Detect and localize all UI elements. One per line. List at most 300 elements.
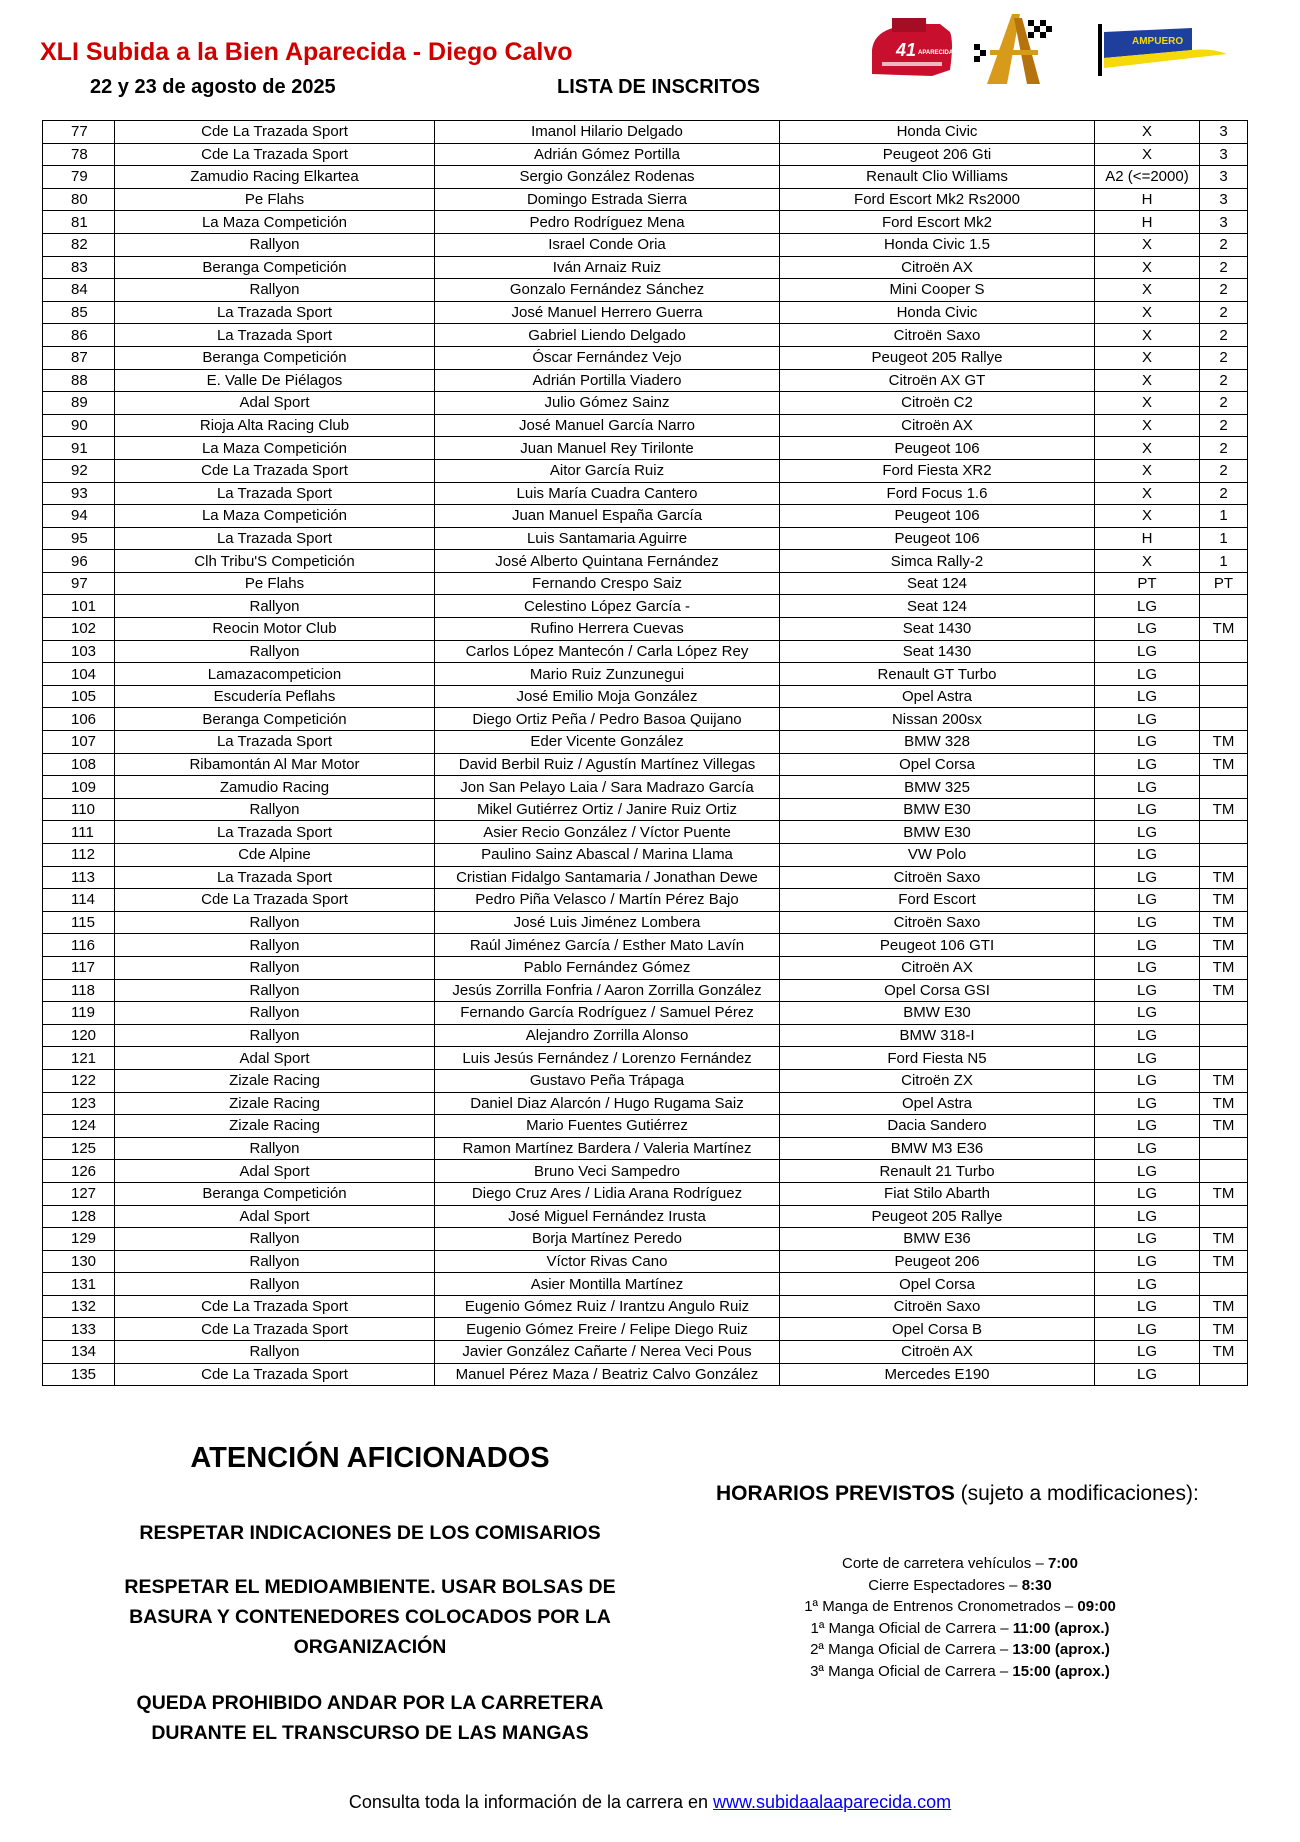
entry-class: 1 <box>1200 550 1248 573</box>
entry-category: LG <box>1095 911 1200 934</box>
entry-club: Rallyon <box>115 979 435 1002</box>
table-row <box>43 753 1248 776</box>
table-row <box>43 1341 1248 1364</box>
entry-category: LG <box>1095 1363 1200 1386</box>
entry-number: 130 <box>43 1250 115 1273</box>
entry-driver: Imanol Hilario Delgado <box>435 121 780 144</box>
entry-driver: Borja Martínez Peredo <box>435 1228 780 1251</box>
table-row <box>43 776 1248 799</box>
entry-car: Peugeot 106 GTI <box>780 934 1095 957</box>
entry-car: Peugeot 106 <box>780 527 1095 550</box>
entry-category: LG <box>1095 776 1200 799</box>
entry-car: BMW E30 <box>780 821 1095 844</box>
entry-class: TM <box>1200 1115 1248 1138</box>
entry-club: La Maza Competición <box>115 505 435 528</box>
table-row <box>43 505 1248 528</box>
table-row <box>43 821 1248 844</box>
entry-class: 2 <box>1200 482 1248 505</box>
entry-number: 95 <box>43 527 115 550</box>
schedule-list <box>735 1553 1185 1682</box>
entry-category: X <box>1095 301 1200 324</box>
entry-class: TM <box>1200 911 1248 934</box>
entry-class: TM <box>1200 731 1248 754</box>
entry-car: Citroën AX GT <box>780 369 1095 392</box>
schedule-item <box>735 1661 1185 1683</box>
entry-car: Citroën C2 <box>780 392 1095 415</box>
entry-driver: Víctor Rivas Cano <box>435 1250 780 1273</box>
entry-club: Rallyon <box>115 279 435 302</box>
entry-class: 2 <box>1200 414 1248 437</box>
schedule-subtitle: (sujeto a modificaciones): <box>960 1482 1199 1505</box>
entry-car: Citroën AX <box>780 256 1095 279</box>
entry-number: 132 <box>43 1295 115 1318</box>
attention-line: ORGANIZACIÓN <box>293 1636 447 1658</box>
table-row <box>43 618 1248 641</box>
table-row <box>43 143 1248 166</box>
entry-driver: Iván Arnaiz Ruiz <box>435 256 780 279</box>
entry-club: Zamudio Racing Elkartea <box>115 166 435 189</box>
entry-club: Cde La Trazada Sport <box>115 889 435 912</box>
entry-club: Rallyon <box>115 956 435 979</box>
table-row <box>43 979 1248 1002</box>
entry-class: TM <box>1200 866 1248 889</box>
sponsor-logos <box>862 10 1282 90</box>
entry-car: Peugeot 206 <box>780 1250 1095 1273</box>
entry-car: Honda Civic 1.5 <box>780 233 1095 256</box>
entry-club: Rallyon <box>115 1273 435 1296</box>
entry-car: Opel Corsa B <box>780 1318 1095 1341</box>
schedule-item-label: 3ª Manga Oficial de Carrera – <box>810 1662 1013 1680</box>
attention-notice-environment <box>100 1572 640 1662</box>
entry-car: Ford Escort Mk2 <box>780 211 1095 234</box>
table-row <box>43 640 1248 663</box>
entry-driver: Pablo Fernández Gómez <box>435 956 780 979</box>
entry-number: 116 <box>43 934 115 957</box>
entry-class: 3 <box>1200 166 1248 189</box>
entry-club: Lamazacompeticion <box>115 663 435 686</box>
table-row <box>43 798 1248 821</box>
entry-category: LG <box>1095 753 1200 776</box>
entry-class <box>1200 1363 1248 1386</box>
entry-car: Citroën Saxo <box>780 324 1095 347</box>
entry-club: Cde Alpine <box>115 844 435 867</box>
schedule-item-label: Corte de carretera vehículos – <box>842 1555 1048 1572</box>
entry-category: LG <box>1095 1273 1200 1296</box>
table-row <box>43 301 1248 324</box>
entry-driver: Rufino Herrera Cuevas <box>435 618 780 641</box>
entry-car: BMW M3 E36 <box>780 1137 1095 1160</box>
entry-class: TM <box>1200 753 1248 776</box>
entry-driver: Asier Montilla Martínez <box>435 1273 780 1296</box>
entry-club: Beranga Competición <box>115 256 435 279</box>
entry-category: LG <box>1095 640 1200 663</box>
entry-number: 84 <box>43 279 115 302</box>
entry-driver: Alejandro Zorrilla Alonso <box>435 1024 780 1047</box>
schedule-item-time: 8:30 <box>1021 1576 1052 1594</box>
entry-category: LG <box>1095 1341 1200 1364</box>
attention-notice-commissioners: RESPETAR INDICACIONES DE LOS COMISARIOS <box>139 1522 601 1544</box>
entry-category: LG <box>1095 1137 1200 1160</box>
entry-number: 106 <box>43 708 115 731</box>
entry-driver: Jesús Zorrilla Fonfria / Aaron Zorrilla González <box>435 979 780 1002</box>
entry-category: LG <box>1095 1024 1200 1047</box>
entry-car: BMW 325 <box>780 776 1095 799</box>
entry-club: Reocin Motor Club <box>115 618 435 641</box>
entry-driver: Mario Fuentes Gutiérrez <box>435 1115 780 1138</box>
entry-category: LG <box>1095 1069 1200 1092</box>
entry-category: H <box>1095 188 1200 211</box>
entry-driver: José Miguel Fernández Irusta <box>435 1205 780 1228</box>
entry-driver: Ramon Martínez Bardera / Valeria Martínez <box>435 1137 780 1160</box>
entry-car: Peugeot 206 Gti <box>780 143 1095 166</box>
table-row <box>43 324 1248 347</box>
entry-class: 2 <box>1200 324 1248 347</box>
entry-car: Peugeot 106 <box>780 437 1095 460</box>
entry-number: 128 <box>43 1205 115 1228</box>
table-row <box>43 1092 1248 1115</box>
entry-category: X <box>1095 233 1200 256</box>
entry-driver: Luis María Cuadra Cantero <box>435 482 780 505</box>
entry-number: 79 <box>43 166 115 189</box>
entry-number: 131 <box>43 1273 115 1296</box>
entry-club: Beranga Competición <box>115 1182 435 1205</box>
entry-car: Fiat Stilo Abarth <box>780 1182 1095 1205</box>
entry-club: Zizale Racing <box>115 1115 435 1138</box>
entry-club: Rallyon <box>115 911 435 934</box>
entry-number: 113 <box>43 866 115 889</box>
entry-driver: Luis Jesús Fernández / Lorenzo Fernández <box>435 1047 780 1070</box>
entry-category: X <box>1095 279 1200 302</box>
entry-car: Citroën ZX <box>780 1069 1095 1092</box>
entry-number: 124 <box>43 1115 115 1138</box>
entry-class: 2 <box>1200 346 1248 369</box>
entry-driver: Sergio González Rodenas <box>435 166 780 189</box>
attention-line: QUEDA PROHIBIDO ANDAR POR LA CARRETERA <box>136 1692 604 1714</box>
entry-club: Rallyon <box>115 1228 435 1251</box>
entry-class <box>1200 595 1248 618</box>
entry-category: X <box>1095 324 1200 347</box>
entry-class: 2 <box>1200 459 1248 482</box>
entry-category: LG <box>1095 685 1200 708</box>
table-row <box>43 731 1248 754</box>
entry-car: Citroën AX <box>780 1341 1095 1364</box>
entry-club: Cde La Trazada Sport <box>115 121 435 144</box>
entry-club: Cde La Trazada Sport <box>115 1363 435 1386</box>
footer <box>0 1792 1300 1813</box>
entry-category: LG <box>1095 1205 1200 1228</box>
entry-club: La Trazada Sport <box>115 821 435 844</box>
table-row <box>43 844 1248 867</box>
entry-driver: Daniel Diaz Alarcón / Hugo Rugama Saiz <box>435 1092 780 1115</box>
entry-driver: Gustavo Peña Trápaga <box>435 1069 780 1092</box>
entry-number: 91 <box>43 437 115 460</box>
table-row <box>43 1024 1248 1047</box>
entry-category: X <box>1095 414 1200 437</box>
entry-class <box>1200 640 1248 663</box>
table-row <box>43 459 1248 482</box>
entry-number: 121 <box>43 1047 115 1070</box>
entry-club: Rioja Alta Racing Club <box>115 414 435 437</box>
entry-driver: Juan Manuel España García <box>435 505 780 528</box>
entry-driver: Pedro Rodríguez Mena <box>435 211 780 234</box>
entry-car: BMW 318-I <box>780 1024 1095 1047</box>
table-row <box>43 211 1248 234</box>
table-row <box>43 1182 1248 1205</box>
entry-class: 2 <box>1200 392 1248 415</box>
schedule-item <box>735 1575 1185 1597</box>
entry-car: Seat 1430 <box>780 640 1095 663</box>
entry-club: Pe Flahs <box>115 188 435 211</box>
entry-driver: Diego Ortiz Peña / Pedro Basoa Quijano <box>435 708 780 731</box>
entry-number: 92 <box>43 459 115 482</box>
entry-car: Dacia Sandero <box>780 1115 1095 1138</box>
entry-driver: Adrián Gómez Portilla <box>435 143 780 166</box>
schedule-item <box>735 1618 1185 1640</box>
entry-class: TM <box>1200 1069 1248 1092</box>
entry-category: X <box>1095 505 1200 528</box>
entry-class: 2 <box>1200 369 1248 392</box>
entry-class <box>1200 708 1248 731</box>
entry-car: Peugeot 205 Rallye <box>780 1205 1095 1228</box>
attention-notice-road <box>100 1688 640 1748</box>
schedule-item-label: Cierre Espectadores – <box>868 1576 1022 1594</box>
website-link[interactable]: www.subidaalaaparecida.com <box>713 1792 952 1812</box>
entry-car: BMW E30 <box>780 798 1095 821</box>
entry-number: 127 <box>43 1182 115 1205</box>
entry-club: Rallyon <box>115 1341 435 1364</box>
entry-car: Honda Civic <box>780 121 1095 144</box>
table-row <box>43 1273 1248 1296</box>
entry-club: La Trazada Sport <box>115 482 435 505</box>
event-dates: 22 y 23 de agosto de 2025 <box>90 76 336 98</box>
entry-number: 125 <box>43 1137 115 1160</box>
entry-driver: Jon San Pelayo Laia / Sara Madrazo García <box>435 776 780 799</box>
table-row <box>43 1228 1248 1251</box>
table-row <box>43 866 1248 889</box>
entry-category: LG <box>1095 1047 1200 1070</box>
entry-category: X <box>1095 437 1200 460</box>
entry-driver: Mikel Gutiérrez Ortiz / Janire Ruiz Ortiz <box>435 798 780 821</box>
entry-class: 3 <box>1200 143 1248 166</box>
ampuero-logo <box>1098 24 1227 76</box>
entries-table <box>42 120 1248 1386</box>
entry-number: 109 <box>43 776 115 799</box>
entry-club: E. Valle De Piélagos <box>115 369 435 392</box>
table-row <box>43 256 1248 279</box>
entry-car: Renault GT Turbo <box>780 663 1095 686</box>
table-row <box>43 121 1248 144</box>
schedule-item-label: 2ª Manga Oficial de Carrera – <box>810 1641 1013 1658</box>
table-row <box>43 437 1248 460</box>
entry-club: La Trazada Sport <box>115 527 435 550</box>
entry-class: TM <box>1200 1182 1248 1205</box>
entry-driver: Carlos López Mantecón / Carla López Rey <box>435 640 780 663</box>
club-logo <box>974 14 1052 84</box>
entry-club: Zizale Racing <box>115 1092 435 1115</box>
entry-driver: Fernando Crespo Saiz <box>435 572 780 595</box>
entry-number: 96 <box>43 550 115 573</box>
entry-category: LG <box>1095 708 1200 731</box>
entry-driver: Raúl Jiménez García / Esther Mato Lavín <box>435 934 780 957</box>
entry-driver: Aitor García Ruiz <box>435 459 780 482</box>
table-row <box>43 663 1248 686</box>
entry-category: LG <box>1095 1250 1200 1273</box>
entry-driver: José Luis Jiménez Lombera <box>435 911 780 934</box>
entry-club: Clh Tribu'S Competición <box>115 550 435 573</box>
entry-number: 129 <box>43 1228 115 1251</box>
entry-number: 81 <box>43 211 115 234</box>
entry-class <box>1200 1047 1248 1070</box>
attention-line: RESPETAR EL MEDIOAMBIENTE. USAR BOLSAS DE <box>124 1576 616 1598</box>
entry-category: LG <box>1095 1228 1200 1251</box>
entry-class <box>1200 1205 1248 1228</box>
entry-number: 112 <box>43 844 115 867</box>
entry-category: LG <box>1095 979 1200 1002</box>
entry-class <box>1200 844 1248 867</box>
attention-line: DURANTE EL TRANSCURSO DE LAS MANGAS <box>151 1722 589 1744</box>
schedule-item-label: 1ª Manga Oficial de Carrera – <box>810 1619 1013 1637</box>
entry-category: LG <box>1095 1092 1200 1115</box>
schedule-item <box>735 1553 1185 1575</box>
entry-number: 97 <box>43 572 115 595</box>
entry-number: 126 <box>43 1160 115 1183</box>
entry-club: La Trazada Sport <box>115 324 435 347</box>
entry-number: 77 <box>43 121 115 144</box>
entry-car: Honda Civic <box>780 301 1095 324</box>
entry-car: Opel Corsa <box>780 753 1095 776</box>
entry-club: Rallyon <box>115 595 435 618</box>
list-title: LISTA DE INSCRITOS <box>557 76 760 98</box>
entry-driver: Julio Gómez Sainz <box>435 392 780 415</box>
entry-class: PT <box>1200 572 1248 595</box>
entry-category: LG <box>1095 731 1200 754</box>
entry-number: 85 <box>43 301 115 324</box>
entry-category: LG <box>1095 595 1200 618</box>
entry-class <box>1200 1024 1248 1047</box>
entry-driver: Israel Conde Oria <box>435 233 780 256</box>
entry-class: TM <box>1200 1318 1248 1341</box>
entry-number: 93 <box>43 482 115 505</box>
entry-driver: Eugenio Gómez Freire / Felipe Diego Ruiz <box>435 1318 780 1341</box>
entry-number: 88 <box>43 369 115 392</box>
table-row <box>43 414 1248 437</box>
entry-class: 2 <box>1200 233 1248 256</box>
entry-number: 87 <box>43 346 115 369</box>
entry-car: Mini Cooper S <box>780 279 1095 302</box>
table-row <box>43 166 1248 189</box>
entry-driver: Paulino Sainz Abascal / Marina Llama <box>435 844 780 867</box>
entry-category: LG <box>1095 934 1200 957</box>
table-row <box>43 346 1248 369</box>
entry-category: X <box>1095 369 1200 392</box>
entry-club: Rallyon <box>115 640 435 663</box>
entry-club: Beranga Competición <box>115 346 435 369</box>
table-row <box>43 1047 1248 1070</box>
schedule-item-time: 7:00 <box>1047 1555 1078 1572</box>
entry-class: TM <box>1200 618 1248 641</box>
entry-class <box>1200 1137 1248 1160</box>
entry-category: LG <box>1095 663 1200 686</box>
entry-car: BMW E36 <box>780 1228 1095 1251</box>
entry-club: Cde La Trazada Sport <box>115 459 435 482</box>
entry-club: Cde La Trazada Sport <box>115 143 435 166</box>
table-row <box>43 1363 1248 1386</box>
schedule-item-time: 11:00 (aprox.) <box>1012 1619 1110 1637</box>
entry-club: Cde La Trazada Sport <box>115 1295 435 1318</box>
table-row <box>43 392 1248 415</box>
entry-category: LG <box>1095 889 1200 912</box>
entry-car: Ford Fiesta N5 <box>780 1047 1095 1070</box>
schedule-item-time: 09:00 <box>1077 1598 1116 1615</box>
entry-class: TM <box>1200 1228 1248 1251</box>
entry-category: LG <box>1095 866 1200 889</box>
entry-number: 107 <box>43 731 115 754</box>
entry-car: Citroën AX <box>780 956 1095 979</box>
entry-club: Rallyon <box>115 233 435 256</box>
entry-car: Peugeot 106 <box>780 505 1095 528</box>
entry-number: 122 <box>43 1069 115 1092</box>
table-row <box>43 685 1248 708</box>
table-row <box>43 889 1248 912</box>
event-logo <box>872 18 954 76</box>
entry-category: LG <box>1095 844 1200 867</box>
entry-category: LG <box>1095 798 1200 821</box>
entry-driver: Cristian Fidalgo Santamaria / Jonathan Dewe <box>435 866 780 889</box>
entry-class <box>1200 776 1248 799</box>
entry-driver: Juan Manuel Rey Tirilonte <box>435 437 780 460</box>
schedule-item-time: 15:00 (aprox.) <box>1012 1662 1110 1680</box>
entry-category: X <box>1095 482 1200 505</box>
table-row <box>43 595 1248 618</box>
entry-driver: Luis Santamaria Aguirre <box>435 527 780 550</box>
entry-category: LG <box>1095 1318 1200 1341</box>
entry-number: 118 <box>43 979 115 1002</box>
entry-category: LG <box>1095 1295 1200 1318</box>
entry-category: PT <box>1095 572 1200 595</box>
entry-car: VW Polo <box>780 844 1095 867</box>
entry-club: Escudería Peflahs <box>115 685 435 708</box>
entry-car: Citroën Saxo <box>780 1295 1095 1318</box>
entry-number: 94 <box>43 505 115 528</box>
table-row <box>43 1250 1248 1273</box>
entry-number: 105 <box>43 685 115 708</box>
entry-car: Opel Astra <box>780 685 1095 708</box>
entry-class <box>1200 685 1248 708</box>
entry-driver: Celestino López García - <box>435 595 780 618</box>
entry-category: X <box>1095 143 1200 166</box>
entry-number: 104 <box>43 663 115 686</box>
table-row <box>43 1069 1248 1092</box>
entry-club: La Maza Competición <box>115 437 435 460</box>
entry-category: X <box>1095 346 1200 369</box>
entry-class: TM <box>1200 956 1248 979</box>
entry-category: H <box>1095 527 1200 550</box>
entry-number: 115 <box>43 911 115 934</box>
entry-number: 89 <box>43 392 115 415</box>
entry-number: 83 <box>43 256 115 279</box>
entry-number: 119 <box>43 1002 115 1025</box>
entry-number: 86 <box>43 324 115 347</box>
entry-club: Cde La Trazada Sport <box>115 1318 435 1341</box>
entry-category: LG <box>1095 1160 1200 1183</box>
entry-category: LG <box>1095 956 1200 979</box>
table-row <box>43 233 1248 256</box>
entry-class: 2 <box>1200 437 1248 460</box>
table-row <box>43 1318 1248 1341</box>
entry-class: TM <box>1200 979 1248 1002</box>
entry-category: X <box>1095 459 1200 482</box>
entry-car: Seat 124 <box>780 572 1095 595</box>
